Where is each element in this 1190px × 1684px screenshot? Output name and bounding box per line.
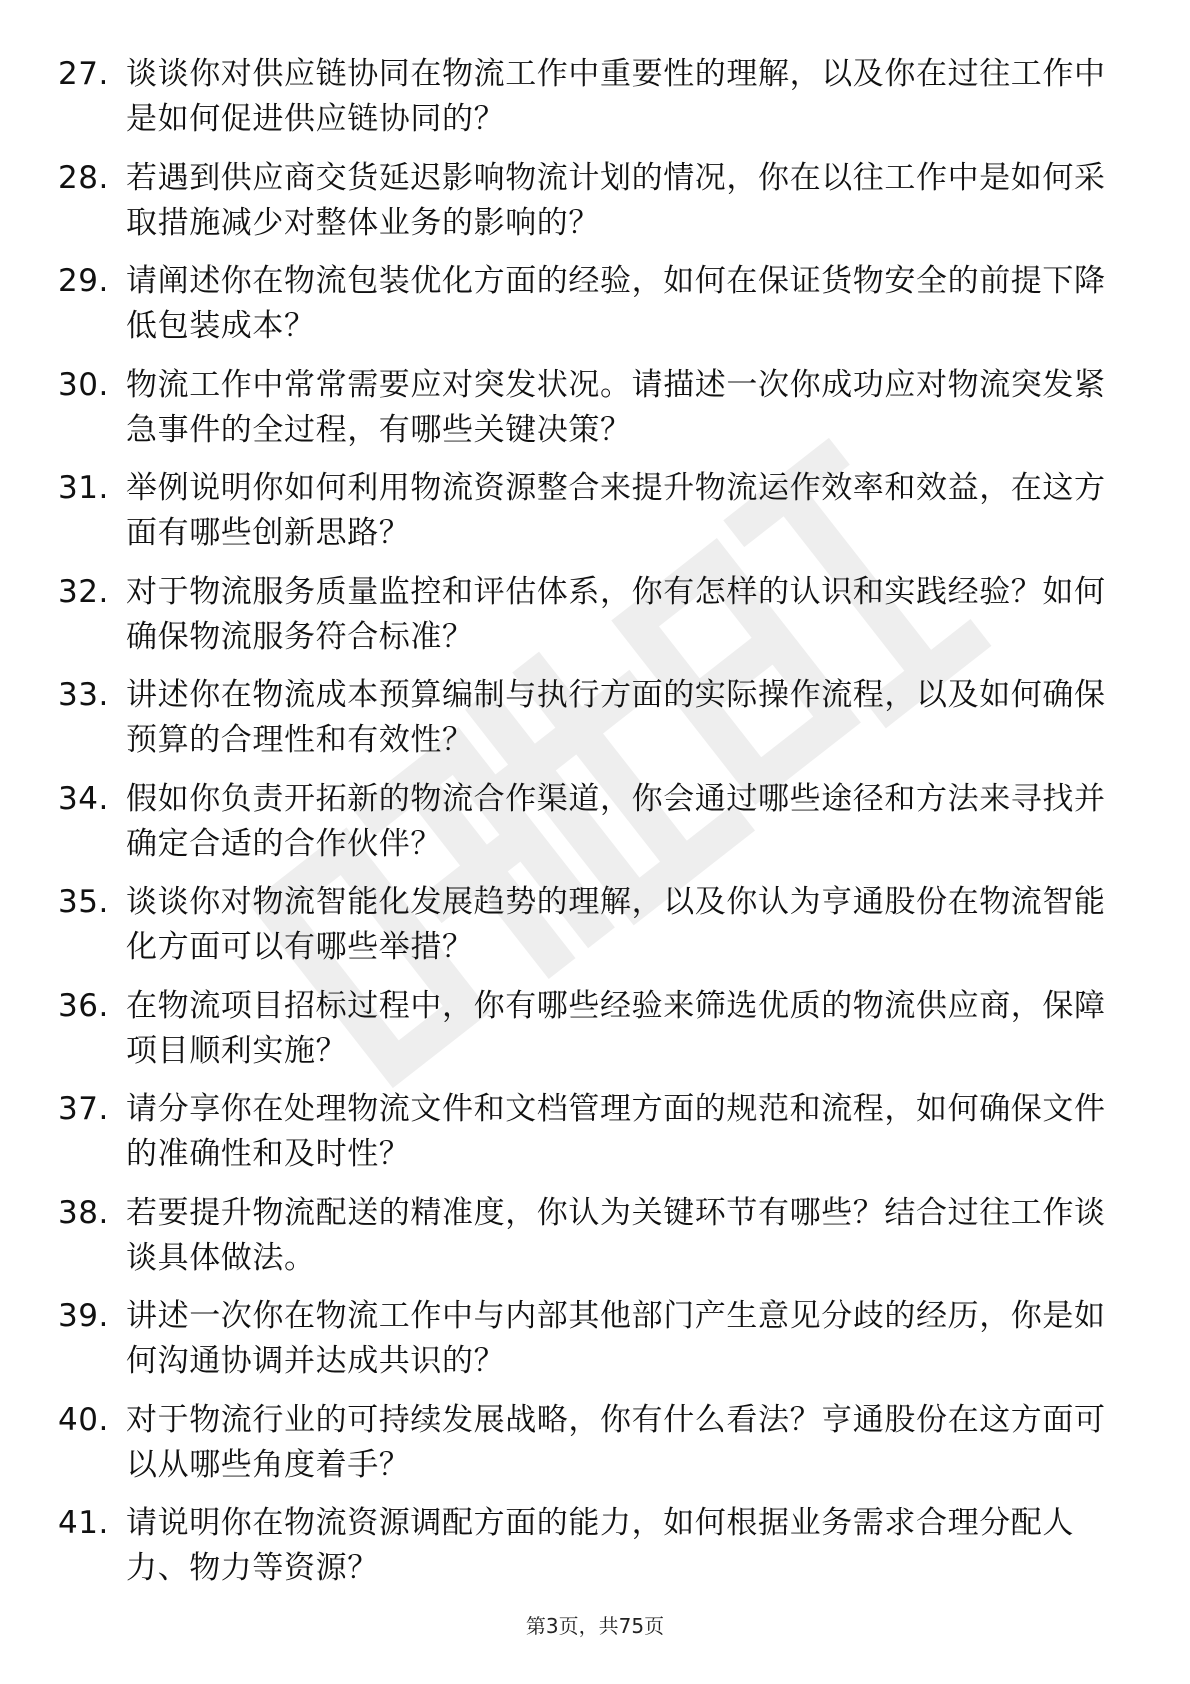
question-text: 举例说明你如何利用物流资源整合来提升物流运作效率和效益，在这方面有哪些创新思路？: [126, 470, 1106, 551]
question-item: [58, 259, 1118, 353]
question-item: [58, 52, 1118, 146]
question-number: 39.: [58, 1298, 109, 1334]
question-text: 假如你负责开拓新的物流合作渠道，你会通过哪些途径和方法来寻找并确定合适的合作伙伴？: [126, 780, 1106, 862]
question-item: [58, 466, 1118, 560]
question-text: 请说明你在物流资源调配方面的能力，如何根据业务需求合理分配人力、物力等资源？: [126, 1505, 1074, 1586]
question-number: 30.: [58, 366, 109, 403]
question-item: [58, 880, 1118, 974]
question-item: [58, 156, 1118, 250]
question-text: 讲述你在物流成本预算编制与执行方面的实际操作流程，以及如何确保预算的合理性和有效性？: [126, 677, 1106, 758]
question-item: [58, 363, 1118, 457]
question-item: [58, 1294, 1118, 1388]
question-number: 37.: [58, 1091, 109, 1127]
page-number-label: 第3页，共75页: [525, 1614, 665, 1638]
question-item: [58, 1191, 1118, 1285]
question-number: 41.: [58, 1505, 109, 1541]
question-number: 34.: [58, 780, 109, 817]
question-text: 若要提升物流配送的精准度，你认为关键环节有哪些？结合过往工作谈谈具体做法。: [126, 1194, 1106, 1276]
question-text: 谈谈你对物流智能化发展趋势的理解，以及你认为亨通股份在物流智能化方面可以有哪些举措？: [126, 884, 1106, 965]
question-item: [58, 1087, 1118, 1181]
question-text: 对于物流行业的可持续发展战略，你有什么看法？亨通股份在这方面可以从哪些角度着手？: [126, 1401, 1106, 1483]
question-item: [58, 984, 1118, 1078]
question-number: 32.: [58, 573, 109, 610]
question-text: 物流工作中常常需要应对突发状况。请描述一次你成功应对物流突发紧急事件的全过程，有哪些关键决策？: [126, 366, 1106, 448]
page-footer: [0, 1612, 1190, 1640]
question-text: 请分享你在处理物流文件和文档管理方面的规范和流程，如何确保文件的准确性和及时性？: [126, 1091, 1106, 1172]
question-text: 请阐述你在物流包装优化方面的经验，如何在保证货物安全的前提下降低包装成本？: [126, 263, 1106, 344]
question-text: 若遇到供应商交货延迟影响物流计划的情况，你在以往工作中是如何采取措施减少对整体业务的影响的？: [126, 159, 1106, 241]
question-item: [58, 1501, 1118, 1595]
question-number: 36.: [58, 987, 109, 1024]
question-number: 27.: [58, 56, 109, 92]
question-number: 35.: [58, 884, 109, 920]
question-item: [58, 1398, 1118, 1492]
question-item: [58, 570, 1118, 664]
question-item: [58, 777, 1118, 871]
question-number: 31.: [58, 470, 109, 506]
question-item: [58, 673, 1118, 767]
question-number: 38.: [58, 1194, 109, 1231]
question-number: 28.: [58, 159, 109, 196]
question-number: 33.: [58, 677, 109, 713]
question-number: 29.: [58, 263, 109, 299]
question-list: [58, 52, 1118, 1605]
question-text: 对于物流服务质量监控和评估体系，你有怎样的认识和实践经验？如何确保物流服务符合标准？: [126, 573, 1106, 655]
question-text: 在物流项目招标过程中，你有哪些经验来筛选优质的物流供应商，保障项目顺利实施？: [126, 987, 1106, 1069]
question-text: 讲述一次你在物流工作中与内部其他部门产生意见分歧的经历，你是如何沟通协调并达成共识的？: [126, 1298, 1106, 1379]
question-number: 40.: [58, 1401, 109, 1438]
question-text: 谈谈你对供应链协同在物流工作中重要性的理解，以及你在过往工作中是如何促进供应链协同的？: [126, 56, 1106, 137]
